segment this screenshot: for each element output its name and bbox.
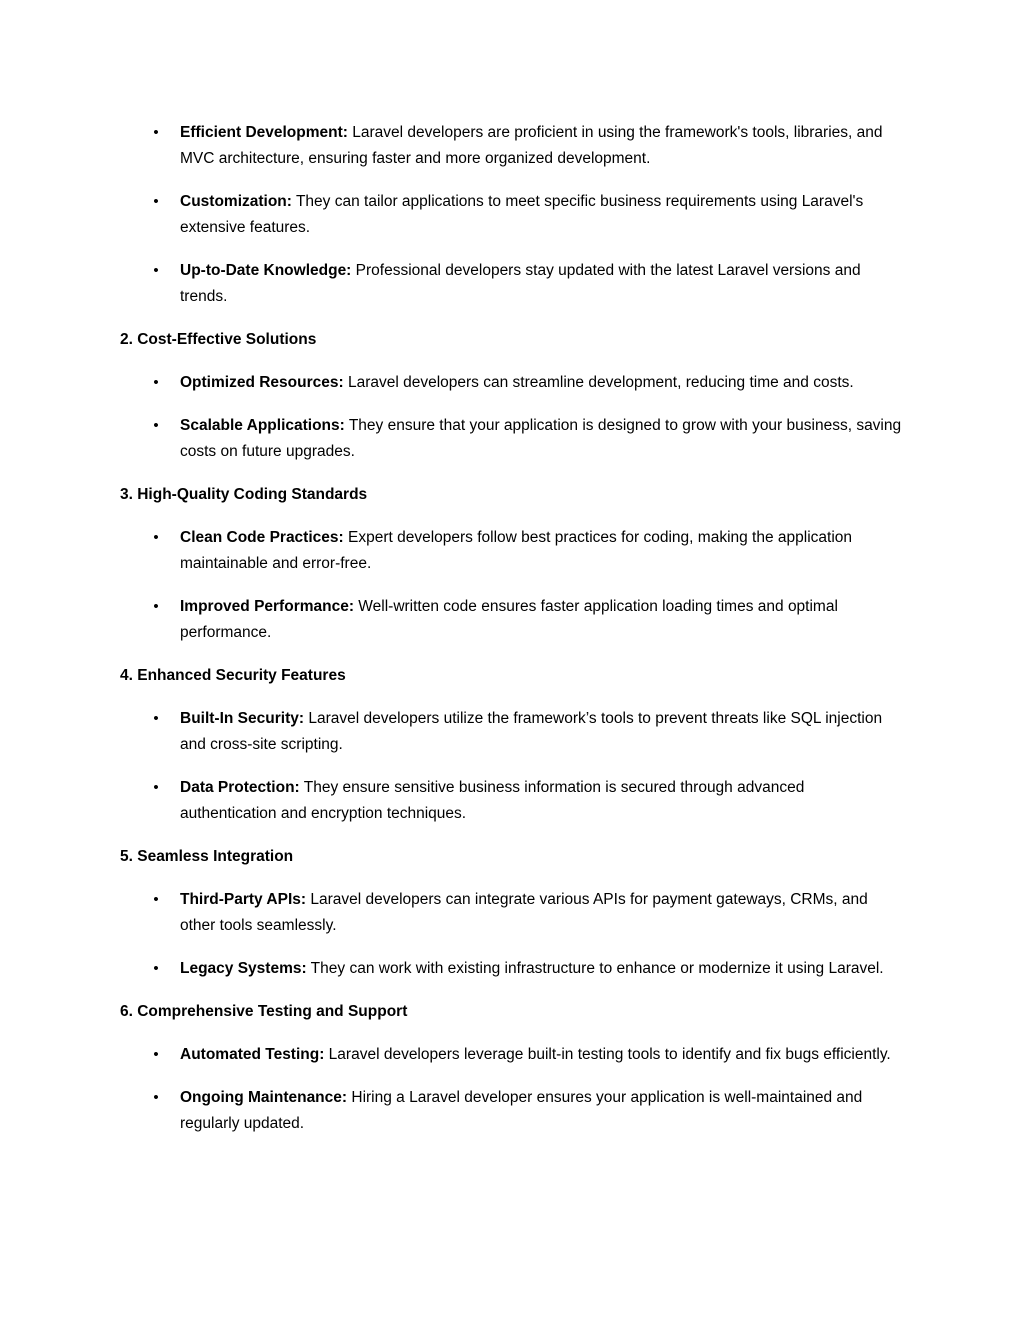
section-bullet-list — [120, 887, 904, 982]
item-term: Ongoing Maintenance: — [180, 1089, 348, 1106]
item-term: Legacy Systems: — [180, 960, 307, 977]
item-term: Efficient Development: — [180, 124, 348, 141]
item-term: Customization: — [180, 193, 292, 210]
bullet-icon: • — [153, 960, 159, 977]
bullet-icon: • — [153, 598, 159, 615]
item-text: Professional developers stay updated with the latest Laravel versions and trends. — [180, 262, 861, 305]
section-heading: 2. Cost-Effective Solutions — [120, 331, 317, 348]
item-text: Laravel developers can streamline development, reducing time and costs. — [343, 374, 854, 391]
list-item — [120, 775, 904, 827]
bullet-icon: • — [153, 374, 159, 391]
item-text: They can tailor applications to meet specific business requirements using Laravel's extensive features. — [180, 193, 864, 236]
bullet-icon: • — [153, 1046, 159, 1063]
list-item — [120, 413, 904, 465]
item-term: Automated Testing: — [180, 1046, 325, 1063]
list-item — [120, 258, 904, 310]
list-item — [120, 189, 904, 241]
section-heading: 5. Seamless Integration — [120, 848, 294, 865]
section-heading: 4. Enhanced Security Features — [120, 667, 346, 684]
item-term: Built-In Security: — [180, 710, 305, 727]
item-term: Third-Party APIs: — [180, 891, 307, 908]
bullet-icon: • — [153, 124, 159, 141]
list-item — [120, 887, 904, 939]
bullet-icon: • — [153, 529, 159, 546]
list-item — [120, 706, 904, 758]
item-text: They ensure that your application is designed to grow with your business, saving costs on future upgrades. — [180, 417, 902, 460]
section-coding-standards — [120, 482, 904, 646]
list-item — [120, 120, 904, 172]
section-security — [120, 663, 904, 827]
section-bullet-list — [120, 525, 904, 646]
item-term: Up-to-Date Knowledge: — [180, 262, 352, 279]
list-item — [120, 525, 904, 577]
intro-bullet-list — [120, 120, 904, 310]
item-term: Scalable Applications: — [180, 417, 345, 434]
section-bullet-list — [120, 1042, 904, 1137]
list-item — [120, 370, 904, 396]
bullet-icon: • — [153, 417, 159, 434]
section-testing-support — [120, 999, 904, 1137]
item-text: Hiring a Laravel developer ensures your application is well-maintained and regularly updated. — [180, 1089, 863, 1132]
list-item — [120, 1042, 904, 1068]
section-bullet-list — [120, 370, 904, 465]
item-text: They can work with existing infrastructure to enhance or modernize it using Laravel. — [306, 960, 884, 977]
item-term: Data Protection: — [180, 779, 300, 796]
item-text: Well-written code ensures faster application loading times and optimal performance. — [180, 598, 838, 641]
section-heading: 3. High-Quality Coding Standards — [120, 486, 368, 503]
bullet-icon: • — [153, 779, 159, 796]
item-term: Clean Code Practices: — [180, 529, 344, 546]
list-item — [120, 1085, 904, 1137]
item-text: They ensure sensitive business information is secured through advanced authentication and encryption techniques. — [180, 779, 805, 822]
item-text: Laravel developers can integrate various APIs for payment gateways, CRMs, and other tools seamlessly. — [180, 891, 868, 934]
item-term: Improved Performance: — [180, 598, 354, 615]
section-bullet-list — [120, 706, 904, 827]
bullet-icon: • — [153, 1089, 159, 1106]
section-cost-effective — [120, 327, 904, 465]
item-term: Optimized Resources: — [180, 374, 344, 391]
bullet-icon: • — [153, 710, 159, 727]
item-text: Laravel developers utilize the framework’s tools to prevent threats like SQL injection and cross-site scripting. — [180, 710, 883, 753]
section-heading: 6. Comprehensive Testing and Support — [120, 1003, 408, 1020]
bullet-icon: • — [153, 891, 159, 908]
bullet-icon: • — [153, 262, 159, 279]
item-text: Laravel developers are proficient in using the framework's tools, libraries, and MVC architecture, ensuring faster and more organized development. — [180, 124, 883, 167]
bullet-icon: • — [153, 193, 159, 210]
item-text: Laravel developers leverage built-in testing tools to identify and fix bugs efficiently. — [324, 1046, 891, 1063]
section-integration — [120, 844, 904, 982]
item-text: Expert developers follow best practices for coding, making the application maintainable and error-free. — [180, 529, 853, 572]
list-item — [120, 594, 904, 646]
list-item — [120, 956, 904, 982]
